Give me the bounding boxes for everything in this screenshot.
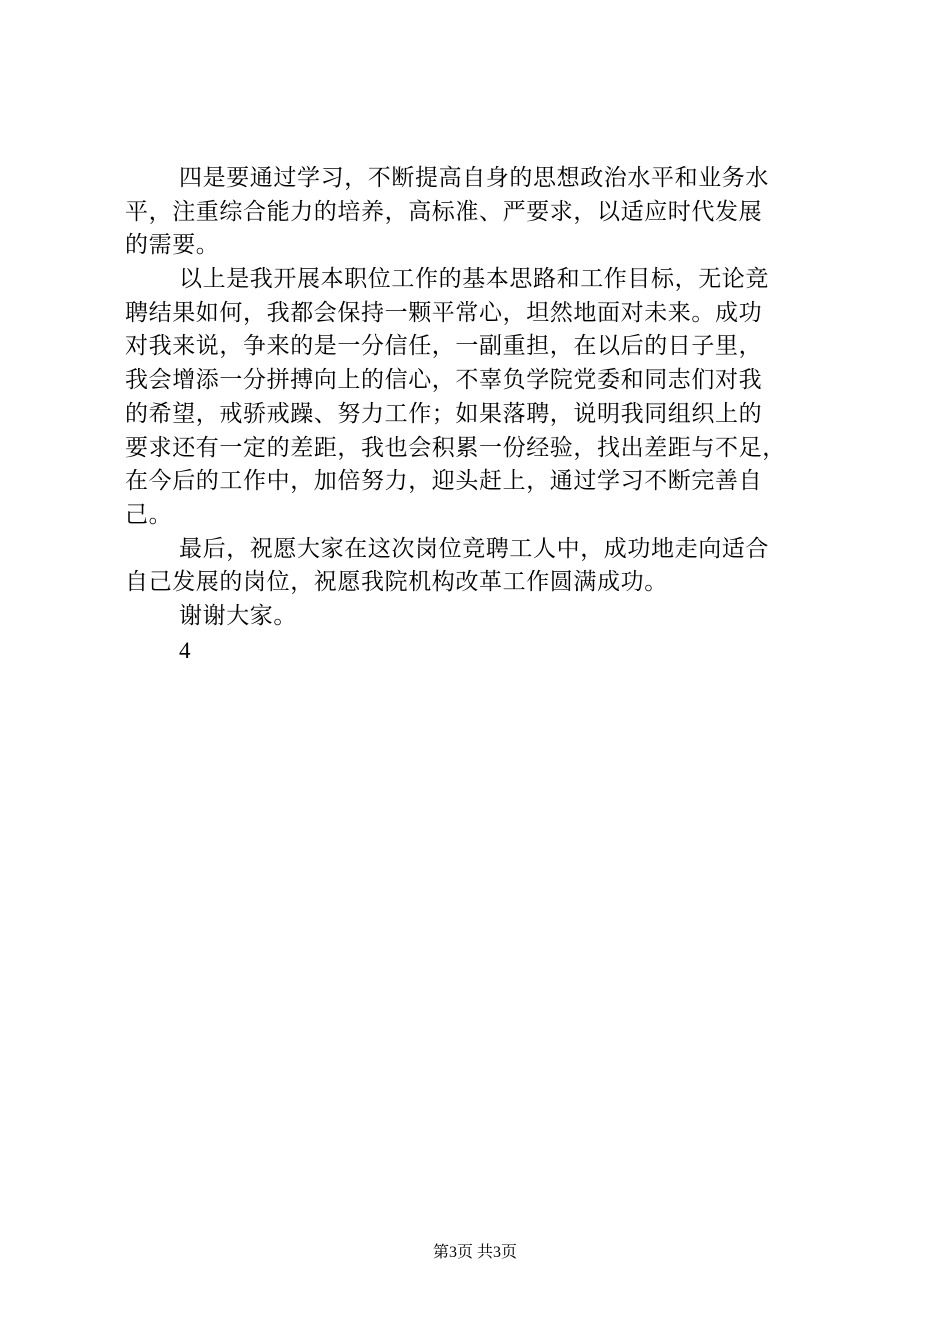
paragraph-line: 己。: [125, 501, 173, 528]
document-body: [125, 162, 833, 667]
paragraph-line: 以上是我开展本职位工作的基本思路和工作目标，无论竞: [179, 266, 769, 293]
paragraph-line: 四是要通过学习，不断提高自身的思想政治水平和业务水: [179, 165, 769, 191]
paragraph-line: 在今后的工作中，加倍努力，迎头赶上，通过学习不断完善自: [125, 468, 763, 495]
closing-line: 谢谢大家。: [179, 602, 297, 629]
page-marker: 4: [179, 637, 191, 663]
paragraph-line: 平，注重综合能力的培养，高标准、严要求，以适应时代发展: [125, 198, 763, 225]
paragraph-line: 要求还有一定的差距，我也会积累一份经验，找出差距与不足，: [125, 434, 786, 461]
paragraph-line: 我会增添一分拼搏向上的信心，不辜负学院党委和同志们对我: [125, 367, 763, 394]
paragraph-line: 自己发展的岗位，祝愿我院机构改革工作圆满成功。: [125, 569, 668, 596]
paragraph-line: 对我来说，争来的是一分信任，一副重担，在以后的日子里，: [125, 333, 763, 360]
paragraph-line: 最后，祝愿大家在这次岗位竞聘工人中，成功地走向适合: [179, 535, 769, 562]
page-footer: 第3页 共3页: [432, 1244, 517, 1261]
paragraph-line: 聘结果如何，我都会保持一颗平常心，坦然地面对未来。成功: [125, 299, 763, 326]
paragraph-line: 的希望，戒骄戒躁、努力工作；如果落聘，说明我同组织上的: [125, 400, 763, 427]
paragraph-line: 的需要。: [125, 232, 220, 259]
